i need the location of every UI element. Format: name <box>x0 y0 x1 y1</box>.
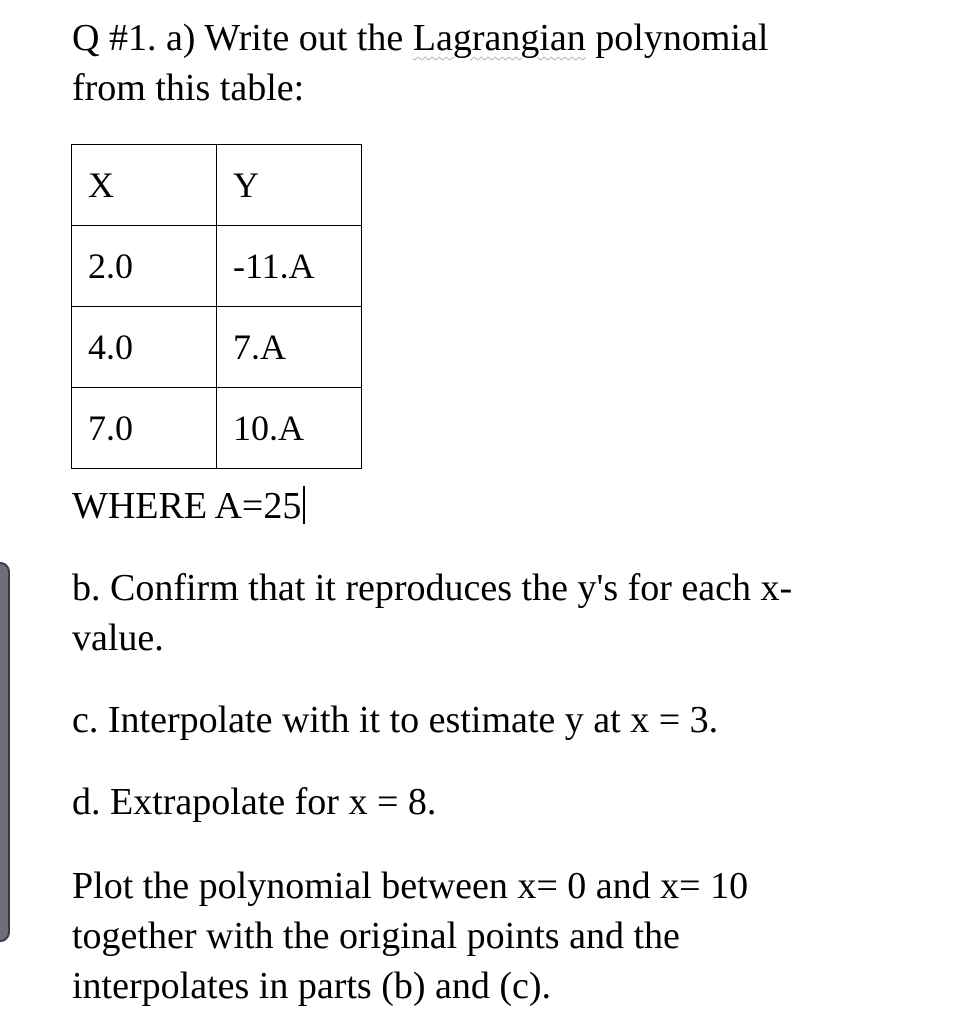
question-title-line1 <box>72 16 768 60</box>
question-title-prefix: Q #1. a) Write out the <box>72 17 413 59</box>
plot-line1: Plot the polynomial between x= 0 and x= 10 <box>72 865 749 907</box>
spell-flagged-word[interactable]: Lagrangian <box>412 17 586 59</box>
part-d-line: d. Extrapolate for x = 8. <box>72 781 437 823</box>
table-row <box>72 307 362 388</box>
part-b-line2: value. <box>72 617 164 659</box>
header-y: Y <box>217 145 362 226</box>
where-text: WHERE A=25 <box>72 485 302 527</box>
cell-y: -11.A <box>217 226 362 307</box>
header-x: X <box>72 145 217 226</box>
where-line[interactable] <box>72 484 305 528</box>
table-header-row <box>72 145 362 226</box>
cell-y: 10.A <box>217 388 362 469</box>
plot-line3: interpolates in parts (b) and (c). <box>72 965 552 1007</box>
text-caret <box>303 486 305 524</box>
plot-line2: together with the original points and the <box>72 915 680 957</box>
part-c-line: c. Interpolate with it to estimate y at x = 3. <box>72 699 719 741</box>
cell-x: 2.0 <box>72 226 217 307</box>
question-title-line2: from this table: <box>72 67 305 109</box>
question-title-suffix: polynomial <box>585 17 769 59</box>
part-b-line1: b. Confirm that it reproduces the y's for each x- <box>72 567 793 609</box>
table-row <box>72 226 362 307</box>
cell-x: 7.0 <box>72 388 217 469</box>
cell-y: 7.A <box>217 307 362 388</box>
data-table <box>71 144 362 469</box>
cell-x: 4.0 <box>72 307 217 388</box>
table-row <box>72 388 362 469</box>
scrollbar-handle[interactable] <box>0 562 10 942</box>
